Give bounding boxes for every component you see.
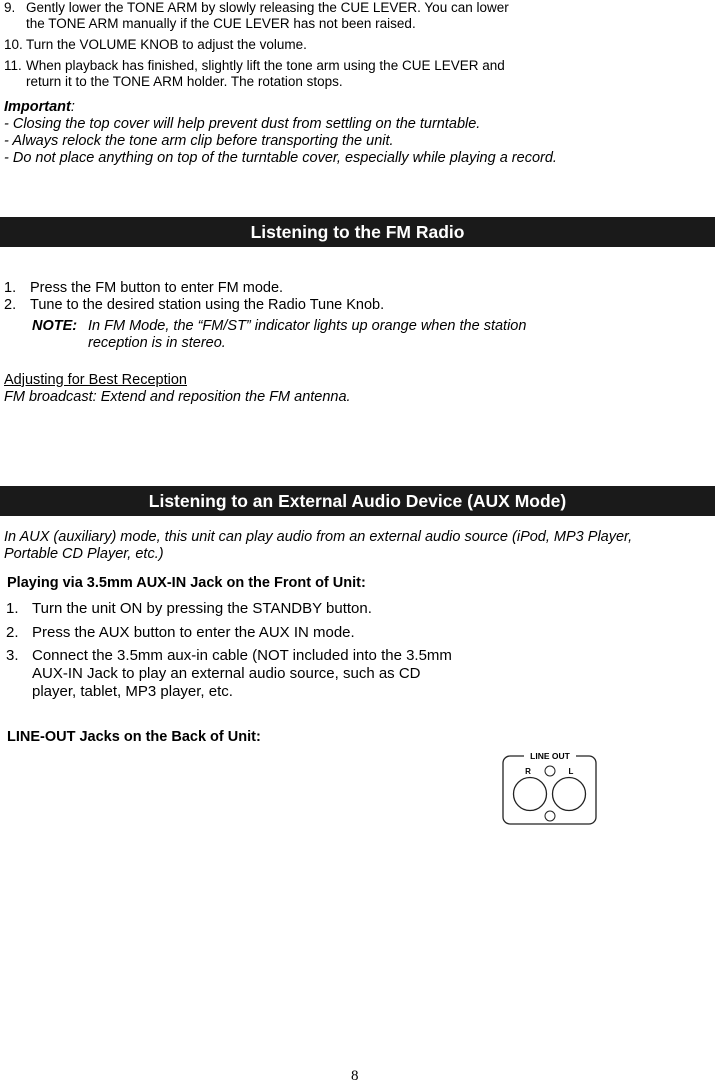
step-number: 1.: [6, 600, 19, 617]
step-text: player, tablet, MP3 player, etc.: [32, 683, 233, 700]
aux-intro: [4, 529, 632, 563]
important-item: - Always relock the tone arm clip before transporting the unit.: [4, 133, 394, 149]
step-text: Tune to the desired station using the Radio Tune Knob.: [30, 297, 385, 313]
step-text: Turn the VOLUME KNOB to adjust the volume.: [26, 37, 307, 52]
aux-steps: [6, 600, 452, 701]
note-label: NOTE:: [32, 318, 78, 334]
lineout-label: LINE OUT: [530, 751, 570, 761]
lineout-jack-diagram: [502, 748, 598, 828]
right-channel-label: R: [525, 767, 531, 776]
important-item: - Closing the top cover will help prevent dust from settling on the turntable.: [4, 116, 481, 132]
step-text: Press the AUX button to enter the AUX IN mode.: [32, 624, 355, 641]
left-jack: [553, 778, 586, 811]
important-item: - Do not place anything on top of the turntable cover, especially while playing a record.: [4, 150, 557, 166]
note-text: reception is in stereo.: [88, 335, 226, 351]
fm-note: [32, 318, 526, 352]
aux-intro-line: Portable CD Player, etc.): [4, 546, 164, 562]
front-jack-title: Playing via 3.5mm AUX-IN Jack on the Front of Unit:: [7, 575, 366, 591]
step-number: 11.: [4, 58, 22, 73]
step-number: 10.: [4, 37, 23, 52]
step-text: Press the FM button to enter FM mode.: [30, 280, 284, 296]
lineout-title: LINE-OUT Jacks on the Back of Unit:: [7, 729, 261, 745]
step-text: return it to the TONE ARM holder. The rotation stops.: [26, 74, 343, 89]
indicator-circle-top: [545, 766, 555, 776]
fm-section-title: Listening to the FM Radio: [250, 222, 465, 242]
adjust-title: Adjusting for Best Reception: [4, 372, 187, 388]
step-text: AUX-IN Jack to play an external audio source, such as CD: [32, 665, 421, 682]
step-number: 2.: [6, 624, 19, 641]
step-text: Turn the unit ON by pressing the STANDBY button.: [32, 600, 372, 617]
important-block: [4, 99, 557, 167]
step-text: Connect the 3.5mm aux-in cable (NOT included into the 3.5mm: [32, 647, 452, 664]
step-9: [4, 0, 509, 32]
step-number: 2.: [4, 297, 17, 313]
step-10: [4, 37, 307, 53]
fm-section-header: [0, 217, 715, 247]
step-11: [4, 58, 505, 90]
adjust-text: FM broadcast: Extend and reposition the FM antenna.: [4, 389, 351, 405]
step-number: 3.: [6, 647, 19, 664]
right-jack: [514, 778, 547, 811]
important-title: Important: [4, 99, 71, 115]
aux-section-header: [0, 486, 715, 516]
aux-section-title: Listening to an External Audio Device (AUX Mode): [148, 491, 567, 511]
step-number: 9.: [4, 0, 16, 15]
page-number: 8: [351, 1068, 359, 1084]
fm-steps: [4, 280, 384, 314]
aux-intro-line: In AUX (auxiliary) mode, this unit can play audio from an external audio source (iPod, MP3 Player,: [4, 529, 633, 545]
step-text: the TONE ARM manually if the CUE LEVER has not been raised.: [26, 16, 416, 31]
indicator-circle-bottom: [545, 811, 555, 821]
adjust-reception: [4, 372, 351, 406]
step-text: Gently lower the TONE ARM by slowly releasing the CUE LEVER. You can lower: [26, 0, 509, 15]
step-text: When playback has finished, slightly lift the tone arm using the CUE LEVER and: [26, 58, 505, 73]
note-text: In FM Mode, the “FM/ST” indicator lights up orange when the station: [88, 318, 527, 334]
step-number: 1.: [4, 280, 17, 296]
important-colon: :: [70, 99, 75, 115]
left-channel-label: L: [568, 767, 574, 776]
